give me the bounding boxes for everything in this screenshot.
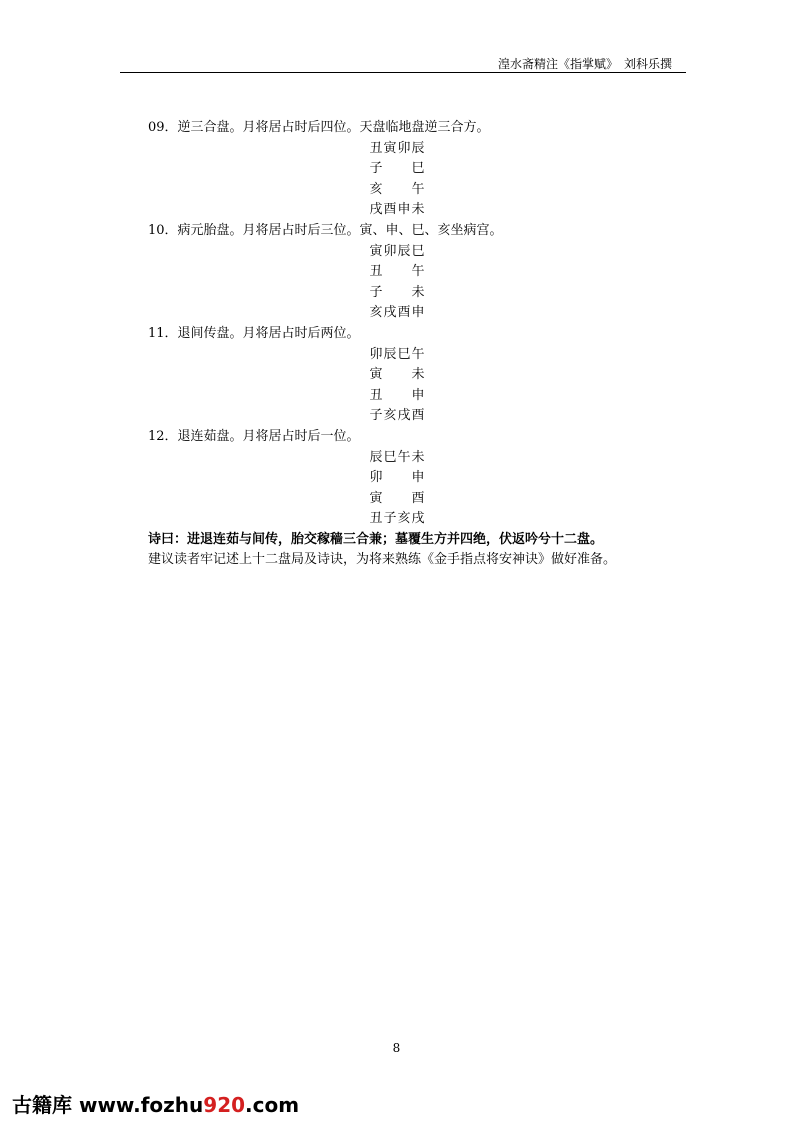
header-title: 湟水斋精注《指掌赋》 刘科乐撰: [497, 57, 672, 71]
grid-cell: 午: [411, 346, 425, 362]
grid-row: [148, 489, 668, 510]
grid-cell: 寅: [369, 367, 383, 383]
grid-cell: 寅: [383, 140, 397, 156]
grid-row: [148, 200, 668, 221]
grid-cell: 卯: [369, 470, 383, 486]
grid-cell: 巳: [383, 449, 397, 465]
grid-cell: 未: [411, 367, 425, 383]
grid-cell: 子: [369, 161, 383, 177]
page-number: 8: [392, 1041, 401, 1055]
grid-row: [148, 448, 668, 469]
grid-cell: 申: [411, 470, 425, 486]
grid-cell: 亥: [397, 511, 411, 527]
grid-cell: 未: [411, 202, 425, 218]
watermark-number: 920: [203, 1093, 246, 1117]
grid-cell: 寅: [369, 243, 383, 259]
grid-cell: 酉: [383, 202, 397, 218]
grid-cell: 申: [411, 387, 425, 403]
page-header: [120, 54, 686, 73]
grid-row: [148, 386, 668, 407]
grid-row: [148, 283, 668, 304]
grid-cell: 酉: [397, 305, 411, 321]
grid-row: [148, 159, 668, 180]
grid-row: [148, 509, 668, 530]
watermark-suffix: .com: [245, 1093, 300, 1117]
grid-row: [148, 406, 668, 427]
section-heading: 09．逆三合盘。月将居占时后四位。天盘临地盘逆三合方。: [148, 120, 490, 135]
section-heading: 12．退连茹盘。月将居占时后一位。: [148, 428, 360, 444]
grid-cell: 巳: [411, 161, 425, 177]
grid-row: [148, 468, 668, 489]
grid-cell: 辰: [411, 140, 425, 156]
poem: 诗曰：进退连茹与间传，胎交稼穑三合兼；墓覆生方并四绝，伏返吟兮十二盘。: [148, 531, 604, 547]
grid-row: [148, 345, 668, 366]
grid-cell: 丑: [369, 140, 383, 156]
grid-cell: 寅: [369, 490, 383, 506]
advice: 建议读者牢记述上十二盘局及诗诀，为将来熟练《金手指点将安神诀》做好准备。: [148, 552, 617, 568]
grid-cell: 子: [369, 408, 383, 424]
grid-cell: 戌: [411, 511, 425, 527]
grid-row: [148, 180, 668, 201]
grid-cell: 子: [383, 511, 397, 527]
grid-cell: 戌: [397, 408, 411, 424]
grid-row: [148, 139, 668, 160]
sections: [148, 118, 668, 530]
grid-cell: 丑: [369, 511, 383, 527]
grid-cell: 亥: [383, 408, 397, 424]
grid-cell: 丑: [369, 387, 383, 403]
grid-cell: 辰: [369, 449, 383, 465]
grid-cell: 酉: [411, 408, 425, 424]
grid-cell: 巳: [411, 243, 425, 259]
site-watermark: [12, 1089, 299, 1118]
grid-row: [148, 242, 668, 263]
grid-cell: 戌: [369, 202, 383, 218]
grid-cell: 卯: [369, 346, 383, 362]
grid-cell: 申: [397, 202, 411, 218]
grid-cell: 丑: [369, 264, 383, 280]
watermark-prefix: 古籍库 www.fozhu: [12, 1093, 204, 1117]
grid-cell: 卯: [397, 140, 411, 156]
grid-cell: 亥: [369, 305, 383, 321]
grid-cell: 巳: [397, 346, 411, 362]
grid-cell: 辰: [383, 346, 397, 362]
grid-cell: 午: [411, 181, 425, 197]
grid-cell: 午: [397, 449, 411, 465]
grid-cell: 子: [369, 284, 383, 300]
grid-cell: 卯: [383, 243, 397, 259]
grid-row: [148, 262, 668, 283]
grid-row: [148, 303, 668, 324]
grid-cell: 辰: [397, 243, 411, 259]
grid-row: [148, 365, 668, 386]
section-heading: 10．病元胎盘。月将居占时后三位。寅、申、巳、亥坐病宫。: [148, 222, 503, 238]
grid-cell: 戌: [383, 305, 397, 321]
page-content: [148, 118, 668, 571]
grid-cell: 午: [411, 264, 425, 280]
grid-cell: 未: [411, 449, 425, 465]
grid-cell: 酉: [411, 490, 425, 506]
grid-cell: 亥: [369, 181, 383, 197]
section-heading: 11．退间传盘。月将居占时后两位。: [148, 325, 360, 341]
grid-cell: 未: [411, 284, 425, 300]
grid-cell: 申: [411, 305, 425, 321]
